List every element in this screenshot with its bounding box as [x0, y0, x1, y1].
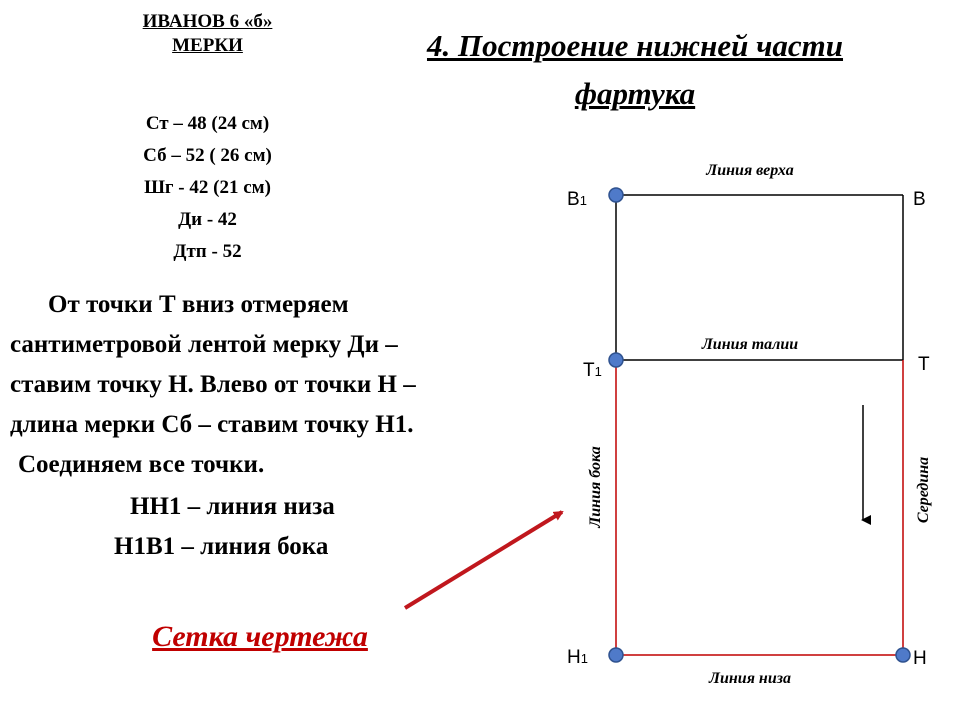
instruction-line-4: длина мерки Сб – ставим точку Н1.	[10, 411, 414, 438]
measure-di: Ди - 42	[178, 209, 237, 230]
instruction-line-1: От точки Т вниз отмеряем	[48, 291, 349, 318]
instruction-line-2: сантиметровой лентой мерку Ди –	[10, 331, 398, 358]
label-h: Н	[913, 648, 927, 669]
label-b1: В1	[567, 189, 587, 210]
measure-dtp: Дтп - 52	[173, 241, 242, 262]
measures-heading: МЕРКИ	[172, 35, 243, 56]
side-line-label: Линия бока	[587, 446, 604, 528]
point-b1	[609, 188, 623, 202]
title-line-1: 4. Построение нижней части	[426, 28, 844, 63]
bottom-line-label: Линия низа	[709, 670, 791, 687]
point-h	[896, 648, 910, 662]
middle-label: Середина	[915, 456, 932, 524]
note-bottom-line: НН1 – линия низа	[130, 493, 335, 520]
label-t1: Т1	[583, 360, 602, 381]
measure-shg: Шг - 42 (21 см)	[144, 177, 271, 198]
instruction-line-5: Соединяем все точки.	[18, 451, 265, 478]
measure-sb: Сб – 52 ( 26 см)	[143, 145, 272, 166]
grid-label: Сетка чертежа	[152, 620, 368, 653]
measure-st: Ст – 48 (24 см)	[145, 113, 270, 134]
point-t1	[609, 353, 623, 367]
student-name: ИВАНОВ 6 «б»	[142, 11, 273, 32]
label-t: Т	[918, 354, 930, 375]
title-line-2: фартука	[574, 76, 696, 111]
label-b: В	[913, 189, 926, 210]
point-h1	[609, 648, 623, 662]
top-line-label: Линия верха	[706, 162, 794, 179]
waist-line-label: Линия талии	[701, 336, 799, 353]
note-side-line: Н1В1 – линия бока	[114, 533, 329, 560]
pointer-arrow	[405, 512, 562, 608]
instruction-line-3: ставим точку Н. Влево от точки Н –	[10, 371, 416, 398]
label-h1: Н1	[567, 647, 588, 668]
